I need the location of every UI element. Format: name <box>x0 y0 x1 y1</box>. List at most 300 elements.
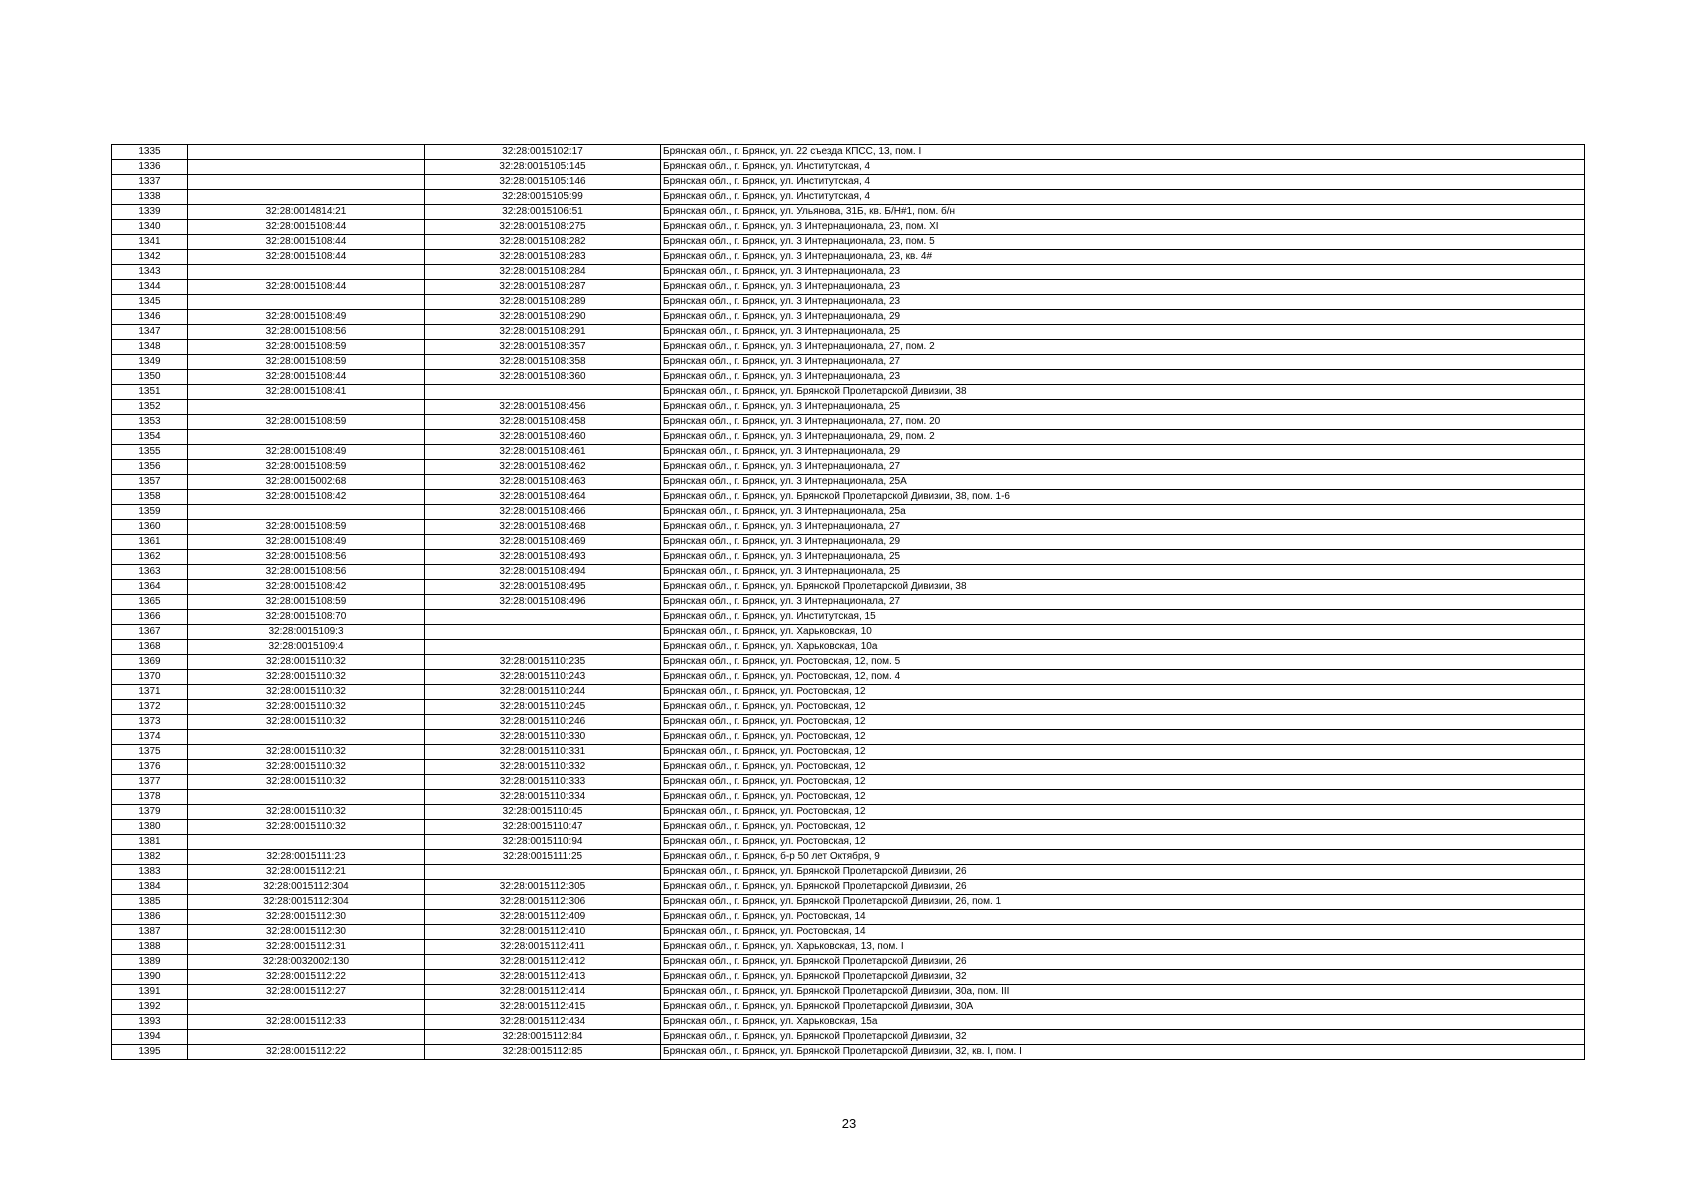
row-number-cell: 1384 <box>112 880 188 895</box>
object-number-cell: 32:28:0015108:287 <box>425 280 661 295</box>
table-row <box>112 640 1585 655</box>
table-row <box>112 715 1585 730</box>
row-number-cell: 1379 <box>112 805 188 820</box>
parcel-number-cell <box>188 835 425 850</box>
parcel-number-cell: 32:28:0015110:32 <box>188 805 425 820</box>
row-number-cell: 1391 <box>112 985 188 1000</box>
row-number-cell: 1367 <box>112 625 188 640</box>
parcel-number-cell <box>188 265 425 280</box>
parcel-number-cell: 32:28:0015112:304 <box>188 895 425 910</box>
parcel-number-cell: 32:28:0015110:32 <box>188 745 425 760</box>
object-number-cell: 32:28:0015112:434 <box>425 1015 661 1030</box>
object-number-cell: 32:28:0015112:84 <box>425 1030 661 1045</box>
object-number-cell: 32:28:0015108:463 <box>425 475 661 490</box>
parcel-number-cell <box>188 190 425 205</box>
address-cell: Брянская обл., г. Брянск, ул. Ростовская, 12, пом. 4 <box>661 670 1585 685</box>
address-cell: Брянская обл., г. Брянск, ул. Ростовская, 12 <box>661 685 1585 700</box>
parcel-number-cell <box>188 400 425 415</box>
row-number-cell: 1390 <box>112 970 188 985</box>
table-row <box>112 955 1585 970</box>
row-number-cell: 1335 <box>112 145 188 160</box>
address-cell: Брянская обл., г. Брянск, ул. Ростовская, 12 <box>661 715 1585 730</box>
parcel-number-cell: 32:28:0015108:59 <box>188 520 425 535</box>
cadastral-table <box>111 144 1585 1060</box>
address-cell: Брянская обл., г. Брянск, ул. 3 Интернационала, 23 <box>661 265 1585 280</box>
table-row <box>112 760 1585 775</box>
address-cell: Брянская обл., г. Брянск, ул. 22 съезда КПСС, 13, пом. I <box>661 145 1585 160</box>
address-cell: Брянская обл., г. Брянск, ул. Брянской Пролетарской Дивизии, 38, пом. 1-6 <box>661 490 1585 505</box>
parcel-number-cell: 32:28:0015108:44 <box>188 280 425 295</box>
table-body <box>112 145 1585 1060</box>
object-number-cell: 32:28:0015108:290 <box>425 310 661 325</box>
row-number-cell: 1394 <box>112 1030 188 1045</box>
parcel-number-cell: 32:28:0015108:59 <box>188 355 425 370</box>
row-number-cell: 1347 <box>112 325 188 340</box>
row-number-cell: 1395 <box>112 1045 188 1060</box>
table-row <box>112 685 1585 700</box>
address-cell: Брянская обл., г. Брянск, ул. 3 Интернационала, 29 <box>661 445 1585 460</box>
parcel-number-cell: 32:28:0015112:33 <box>188 1015 425 1030</box>
parcel-number-cell: 32:28:0015108:59 <box>188 415 425 430</box>
row-number-cell: 1377 <box>112 775 188 790</box>
table-row <box>112 670 1585 685</box>
table-row <box>112 1045 1585 1060</box>
row-number-cell: 1373 <box>112 715 188 730</box>
parcel-number-cell <box>188 730 425 745</box>
address-cell: Брянская обл., г. Брянск, ул. 3 Интернационала, 25 <box>661 565 1585 580</box>
row-number-cell: 1370 <box>112 670 188 685</box>
table-row <box>112 430 1585 445</box>
row-number-cell: 1369 <box>112 655 188 670</box>
table-row <box>112 340 1585 355</box>
table-row <box>112 865 1585 880</box>
object-number-cell: 32:28:0015110:246 <box>425 715 661 730</box>
table-row <box>112 745 1585 760</box>
row-number-cell: 1383 <box>112 865 188 880</box>
table-row <box>112 775 1585 790</box>
parcel-number-cell: 32:28:0015108:44 <box>188 220 425 235</box>
parcel-number-cell <box>188 1000 425 1015</box>
address-cell: Брянская обл., г. Брянск, ул. 3 Интернационала, 25а <box>661 505 1585 520</box>
object-number-cell: 32:28:0015105:99 <box>425 190 661 205</box>
row-number-cell: 1352 <box>112 400 188 415</box>
row-number-cell: 1344 <box>112 280 188 295</box>
parcel-number-cell <box>188 160 425 175</box>
parcel-number-cell: 32:28:0015110:32 <box>188 655 425 670</box>
row-number-cell: 1380 <box>112 820 188 835</box>
table-row <box>112 310 1585 325</box>
table-row <box>112 625 1585 640</box>
address-cell: Брянская обл., г. Брянск, ул. Ростовская, 12 <box>661 775 1585 790</box>
table-row <box>112 355 1585 370</box>
row-number-cell: 1361 <box>112 535 188 550</box>
parcel-number-cell <box>188 295 425 310</box>
object-number-cell: 32:28:0015108:275 <box>425 220 661 235</box>
row-number-cell: 1345 <box>112 295 188 310</box>
table-row <box>112 220 1585 235</box>
parcel-number-cell: 32:28:0015112:30 <box>188 925 425 940</box>
address-cell: Брянская обл., г. Брянск, ул. Брянской Пролетарской Дивизии, 30а, пом. III <box>661 985 1585 1000</box>
object-number-cell: 32:28:0015110:333 <box>425 775 661 790</box>
row-number-cell: 1372 <box>112 700 188 715</box>
address-cell: Брянская обл., г. Брянск, ул. Брянской Пролетарской Дивизии, 26 <box>661 865 1585 880</box>
table-row <box>112 475 1585 490</box>
row-number-cell: 1340 <box>112 220 188 235</box>
address-cell: Брянская обл., г. Брянск, ул. 3 Интернационала, 27, пом. 20 <box>661 415 1585 430</box>
table-row <box>112 880 1585 895</box>
table-row <box>112 280 1585 295</box>
address-cell: Брянская обл., г. Брянск, ул. Ростовская, 14 <box>661 925 1585 940</box>
parcel-number-cell: 32:28:0015111:23 <box>188 850 425 865</box>
address-cell: Брянская обл., г. Брянск, ул. Ростовская, 12 <box>661 745 1585 760</box>
address-cell: Брянская обл., г. Брянск, ул. Ростовская, 12 <box>661 790 1585 805</box>
address-cell: Брянская обл., г. Брянск, ул. Ростовская, 12 <box>661 835 1585 850</box>
table-row <box>112 235 1585 250</box>
address-cell: Брянская обл., г. Брянск, ул. Институтская, 4 <box>661 190 1585 205</box>
table-row <box>112 895 1585 910</box>
address-cell: Брянская обл., г. Брянск, ул. Брянской Пролетарской Дивизии, 26, пом. 1 <box>661 895 1585 910</box>
address-cell: Брянская обл., г. Брянск, ул. Институтская, 15 <box>661 610 1585 625</box>
address-cell: Брянская обл., г. Брянск, ул. Брянской Пролетарской Дивизии, 32 <box>661 1030 1585 1045</box>
object-number-cell <box>425 865 661 880</box>
row-number-cell: 1387 <box>112 925 188 940</box>
address-cell: Брянская обл., г. Брянск, ул. 3 Интернационала, 27 <box>661 460 1585 475</box>
parcel-number-cell: 32:28:0015108:44 <box>188 250 425 265</box>
row-number-cell: 1393 <box>112 1015 188 1030</box>
address-cell: Брянская обл., г. Брянск, ул. Харьковская, 15а <box>661 1015 1585 1030</box>
address-cell: Брянская обл., г. Брянск, ул. 3 Интернационала, 27, пом. 2 <box>661 340 1585 355</box>
row-number-cell: 1336 <box>112 160 188 175</box>
table-row <box>112 325 1585 340</box>
table-row <box>112 295 1585 310</box>
parcel-number-cell: 32:28:0015110:32 <box>188 760 425 775</box>
address-cell: Брянская обл., г. Брянск, ул. Ростовская, 12 <box>661 805 1585 820</box>
row-number-cell: 1356 <box>112 460 188 475</box>
address-cell: Брянская обл., г. Брянск, ул. 3 Интернационала, 23 <box>661 295 1585 310</box>
object-number-cell: 32:28:0015108:357 <box>425 340 661 355</box>
table-row <box>112 385 1585 400</box>
address-cell: Брянская обл., г. Брянск, ул. 3 Интернационала, 23, кв. 4# <box>661 250 1585 265</box>
parcel-number-cell <box>188 1030 425 1045</box>
row-number-cell: 1378 <box>112 790 188 805</box>
row-number-cell: 1374 <box>112 730 188 745</box>
row-number-cell: 1339 <box>112 205 188 220</box>
parcel-number-cell <box>188 790 425 805</box>
row-number-cell: 1337 <box>112 175 188 190</box>
address-cell: Брянская обл., г. Брянск, ул. 3 Интернационала, 23, пом. 5 <box>661 235 1585 250</box>
row-number-cell: 1371 <box>112 685 188 700</box>
object-number-cell: 32:28:0015108:458 <box>425 415 661 430</box>
parcel-number-cell: 32:28:0015108:59 <box>188 460 425 475</box>
row-number-cell: 1385 <box>112 895 188 910</box>
parcel-number-cell: 32:28:0015108:42 <box>188 580 425 595</box>
object-number-cell: 32:28:0015108:462 <box>425 460 661 475</box>
row-number-cell: 1353 <box>112 415 188 430</box>
parcel-number-cell: 32:28:0015112:22 <box>188 970 425 985</box>
table-row <box>112 970 1585 985</box>
address-cell: Брянская обл., г. Брянск, ул. 3 Интернационала, 25 <box>661 550 1585 565</box>
table-row <box>112 520 1585 535</box>
object-number-cell: 32:28:0015110:47 <box>425 820 661 835</box>
parcel-number-cell: 32:28:0015108:49 <box>188 535 425 550</box>
object-number-cell <box>425 385 661 400</box>
address-cell: Брянская обл., г. Брянск, ул. 3 Интернационала, 27 <box>661 355 1585 370</box>
address-cell: Брянская обл., г. Брянск, ул. 3 Интернационала, 25 <box>661 400 1585 415</box>
object-number-cell: 32:28:0015112:410 <box>425 925 661 940</box>
row-number-cell: 1343 <box>112 265 188 280</box>
row-number-cell: 1381 <box>112 835 188 850</box>
table-row <box>112 805 1585 820</box>
parcel-number-cell: 32:28:0015108:59 <box>188 340 425 355</box>
address-cell: Брянская обл., г. Брянск, ул. Харьковская, 10 <box>661 625 1585 640</box>
row-number-cell: 1368 <box>112 640 188 655</box>
object-number-cell: 32:28:0015110:45 <box>425 805 661 820</box>
row-number-cell: 1348 <box>112 340 188 355</box>
parcel-number-cell <box>188 175 425 190</box>
address-cell: Брянская обл., г. Брянск, ул. Брянской Пролетарской Дивизии, 30А <box>661 1000 1585 1015</box>
row-number-cell: 1366 <box>112 610 188 625</box>
row-number-cell: 1386 <box>112 910 188 925</box>
object-number-cell: 32:28:0015112:305 <box>425 880 661 895</box>
page-number: 23 <box>841 1116 857 1131</box>
address-cell: Брянская обл., г. Брянск, ул. Брянской Пролетарской Дивизии, 26 <box>661 955 1585 970</box>
object-number-cell: 32:28:0015110:245 <box>425 700 661 715</box>
parcel-number-cell: 32:28:0015108:56 <box>188 565 425 580</box>
row-number-cell: 1338 <box>112 190 188 205</box>
table-row <box>112 1015 1585 1030</box>
object-number-cell <box>425 610 661 625</box>
object-number-cell: 32:28:0015111:25 <box>425 850 661 865</box>
address-cell: Брянская обл., г. Брянск, ул. Институтская, 4 <box>661 160 1585 175</box>
table-row <box>112 370 1585 385</box>
parcel-number-cell: 32:28:0015109:4 <box>188 640 425 655</box>
address-cell: Брянская обл., г. Брянск, ул. 3 Интернационала, 29 <box>661 535 1585 550</box>
parcel-number-cell: 32:28:0015112:21 <box>188 865 425 880</box>
object-number-cell: 32:28:0015108:456 <box>425 400 661 415</box>
table-row <box>112 700 1585 715</box>
table-row <box>112 820 1585 835</box>
row-number-cell: 1349 <box>112 355 188 370</box>
parcel-number-cell <box>188 505 425 520</box>
address-cell: Брянская обл., г. Брянск, ул. 3 Интернационала, 27 <box>661 520 1585 535</box>
parcel-number-cell: 32:28:0015110:32 <box>188 685 425 700</box>
parcel-number-cell: 32:28:0015112:30 <box>188 910 425 925</box>
address-cell: Брянская обл., г. Брянск, ул. Ростовская, 14 <box>661 910 1585 925</box>
parcel-number-cell <box>188 430 425 445</box>
row-number-cell: 1346 <box>112 310 188 325</box>
address-cell: Брянская обл., г. Брянск, ул. Брянской Пролетарской Дивизии, 26 <box>661 880 1585 895</box>
table-row <box>112 835 1585 850</box>
table-row <box>112 565 1585 580</box>
object-number-cell: 32:28:0015108:464 <box>425 490 661 505</box>
parcel-number-cell: 32:28:0015110:32 <box>188 670 425 685</box>
object-number-cell: 32:28:0015108:291 <box>425 325 661 340</box>
object-number-cell: 32:28:0015108:466 <box>425 505 661 520</box>
table-row <box>112 580 1585 595</box>
address-cell: Брянская обл., г. Брянск, ул. Институтская, 4 <box>661 175 1585 190</box>
table-row <box>112 190 1585 205</box>
object-number-cell: 32:28:0015108:460 <box>425 430 661 445</box>
row-number-cell: 1365 <box>112 595 188 610</box>
row-number-cell: 1382 <box>112 850 188 865</box>
address-cell: Брянская обл., г. Брянск, ул. 3 Интернационала, 25А <box>661 475 1585 490</box>
object-number-cell: 32:28:0015112:306 <box>425 895 661 910</box>
table-row <box>112 940 1585 955</box>
parcel-number-cell: 32:28:0015112:27 <box>188 985 425 1000</box>
address-cell: Брянская обл., г. Брянск, ул. 3 Интернационала, 23, пом. XI <box>661 220 1585 235</box>
address-cell: Брянская обл., г. Брянск, ул. 3 Интернационала, 29 <box>661 310 1585 325</box>
object-number-cell: 32:28:0015108:282 <box>425 235 661 250</box>
object-number-cell: 32:28:0015108:289 <box>425 295 661 310</box>
parcel-number-cell: 32:28:0015108:44 <box>188 235 425 250</box>
address-cell: Брянская обл., г. Брянск, ул. Ростовская, 12, пом. 5 <box>661 655 1585 670</box>
address-cell: Брянская обл., г. Брянск, ул. Ростовская, 12 <box>661 760 1585 775</box>
object-number-cell: 32:28:0015108:283 <box>425 250 661 265</box>
table-row <box>112 250 1585 265</box>
table-row <box>112 790 1585 805</box>
address-cell: Брянская обл., г. Брянск, ул. Ростовская, 12 <box>661 700 1585 715</box>
table-row <box>112 985 1585 1000</box>
parcel-number-cell: 32:28:0015108:59 <box>188 595 425 610</box>
parcel-number-cell: 32:28:0015110:32 <box>188 715 425 730</box>
row-number-cell: 1363 <box>112 565 188 580</box>
table-row <box>112 655 1585 670</box>
object-number-cell: 32:28:0015102:17 <box>425 145 661 160</box>
object-number-cell: 32:28:0015110:243 <box>425 670 661 685</box>
parcel-number-cell: 32:28:0014814:21 <box>188 205 425 220</box>
table-row <box>112 490 1585 505</box>
address-cell: Брянская обл., г. Брянск, ул. 3 Интернационала, 27 <box>661 595 1585 610</box>
table-row <box>112 145 1585 160</box>
object-number-cell: 32:28:0015110:334 <box>425 790 661 805</box>
object-number-cell: 32:28:0015108:284 <box>425 265 661 280</box>
row-number-cell: 1359 <box>112 505 188 520</box>
object-number-cell: 32:28:0015108:468 <box>425 520 661 535</box>
table-row <box>112 595 1585 610</box>
object-number-cell: 32:28:0015112:411 <box>425 940 661 955</box>
row-number-cell: 1342 <box>112 250 188 265</box>
object-number-cell: 32:28:0015108:494 <box>425 565 661 580</box>
table-row <box>112 415 1585 430</box>
table-row <box>112 730 1585 745</box>
parcel-number-cell: 32:28:0015110:32 <box>188 820 425 835</box>
address-cell: Брянская обл., г. Брянск, б-р 50 лет Октября, 9 <box>661 850 1585 865</box>
parcel-number-cell <box>188 145 425 160</box>
row-number-cell: 1375 <box>112 745 188 760</box>
row-number-cell: 1358 <box>112 490 188 505</box>
row-number-cell: 1355 <box>112 445 188 460</box>
address-cell: Брянская обл., г. Брянск, ул. Харьковская, 10а <box>661 640 1585 655</box>
object-number-cell: 32:28:0015112:415 <box>425 1000 661 1015</box>
object-number-cell: 32:28:0015110:94 <box>425 835 661 850</box>
parcel-number-cell: 32:28:0015109:3 <box>188 625 425 640</box>
row-number-cell: 1389 <box>112 955 188 970</box>
object-number-cell: 32:28:0015110:235 <box>425 655 661 670</box>
table-row <box>112 550 1585 565</box>
table-row <box>112 160 1585 175</box>
object-number-cell <box>425 640 661 655</box>
table-row <box>112 850 1585 865</box>
address-cell: Брянская обл., г. Брянск, ул. Брянской Пролетарской Дивизии, 32 <box>661 970 1585 985</box>
address-cell: Брянская обл., г. Брянск, ул. 3 Интернационала, 29, пом. 2 <box>661 430 1585 445</box>
table-row <box>112 265 1585 280</box>
address-cell: Брянская обл., г. Брянск, ул. Брянской Пролетарской Дивизии, 32, кв. I, пом. I <box>661 1045 1585 1060</box>
object-number-cell: 32:28:0015110:332 <box>425 760 661 775</box>
object-number-cell: 32:28:0015106:51 <box>425 205 661 220</box>
object-number-cell: 32:28:0015108:469 <box>425 535 661 550</box>
object-number-cell: 32:28:0015108:493 <box>425 550 661 565</box>
object-number-cell: 32:28:0015110:244 <box>425 685 661 700</box>
row-number-cell: 1376 <box>112 760 188 775</box>
object-number-cell: 32:28:0015112:413 <box>425 970 661 985</box>
row-number-cell: 1351 <box>112 385 188 400</box>
row-number-cell: 1357 <box>112 475 188 490</box>
object-number-cell: 32:28:0015112:412 <box>425 955 661 970</box>
object-number-cell: 32:28:0015108:496 <box>425 595 661 610</box>
table-row <box>112 1000 1585 1015</box>
table-row <box>112 445 1585 460</box>
table-row <box>112 1030 1585 1045</box>
table-row <box>112 205 1585 220</box>
row-number-cell: 1354 <box>112 430 188 445</box>
parcel-number-cell: 32:28:0015108:56 <box>188 325 425 340</box>
object-number-cell: 32:28:0015112:85 <box>425 1045 661 1060</box>
table-row <box>112 400 1585 415</box>
parcel-number-cell: 32:28:0015112:31 <box>188 940 425 955</box>
address-cell: Брянская обл., г. Брянск, ул. Брянской Пролетарской Дивизии, 38 <box>661 580 1585 595</box>
object-number-cell <box>425 625 661 640</box>
address-cell: Брянская обл., г. Брянск, ул. 3 Интернационала, 25 <box>661 325 1585 340</box>
row-number-cell: 1364 <box>112 580 188 595</box>
object-number-cell: 32:28:0015112:414 <box>425 985 661 1000</box>
address-cell: Брянская обл., г. Брянск, ул. 3 Интернационала, 23 <box>661 370 1585 385</box>
row-number-cell: 1362 <box>112 550 188 565</box>
parcel-number-cell: 32:28:0015108:70 <box>188 610 425 625</box>
object-number-cell: 32:28:0015110:331 <box>425 745 661 760</box>
parcel-number-cell: 32:28:0015108:44 <box>188 370 425 385</box>
row-number-cell: 1360 <box>112 520 188 535</box>
parcel-number-cell: 32:28:0015112:304 <box>188 880 425 895</box>
object-number-cell: 32:28:0015108:360 <box>425 370 661 385</box>
parcel-number-cell: 32:28:0015108:49 <box>188 445 425 460</box>
row-number-cell: 1341 <box>112 235 188 250</box>
object-number-cell: 32:28:0015105:145 <box>425 160 661 175</box>
table-row <box>112 460 1585 475</box>
table-row <box>112 175 1585 190</box>
address-cell: Брянская обл., г. Брянск, ул. Ульянова, 31Б, кв. Б/Н#1, пом. б/н <box>661 205 1585 220</box>
parcel-number-cell: 32:28:0015110:32 <box>188 700 425 715</box>
table-row <box>112 505 1585 520</box>
address-cell: Брянская обл., г. Брянск, ул. Ростовская, 12 <box>661 730 1585 745</box>
parcel-number-cell: 32:28:0015110:32 <box>188 775 425 790</box>
address-cell: Брянская обл., г. Брянск, ул. Харьковская, 13, пом. I <box>661 940 1585 955</box>
parcel-number-cell: 32:28:0015112:22 <box>188 1045 425 1060</box>
address-cell: Брянская обл., г. Брянск, ул. 3 Интернационала, 23 <box>661 280 1585 295</box>
parcel-number-cell: 32:28:0032002:130 <box>188 955 425 970</box>
row-number-cell: 1392 <box>112 1000 188 1015</box>
address-cell: Брянская обл., г. Брянск, ул. Брянской Пролетарской Дивизии, 38 <box>661 385 1585 400</box>
parcel-number-cell: 32:28:0015002:68 <box>188 475 425 490</box>
parcel-number-cell: 32:28:0015108:49 <box>188 310 425 325</box>
address-cell: Брянская обл., г. Брянск, ул. Ростовская, 12 <box>661 820 1585 835</box>
parcel-number-cell: 32:28:0015108:41 <box>188 385 425 400</box>
parcel-number-cell: 32:28:0015108:42 <box>188 490 425 505</box>
object-number-cell: 32:28:0015105:146 <box>425 175 661 190</box>
object-number-cell: 32:28:0015108:358 <box>425 355 661 370</box>
parcel-number-cell: 32:28:0015108:56 <box>188 550 425 565</box>
object-number-cell: 32:28:0015108:461 <box>425 445 661 460</box>
table-row <box>112 610 1585 625</box>
